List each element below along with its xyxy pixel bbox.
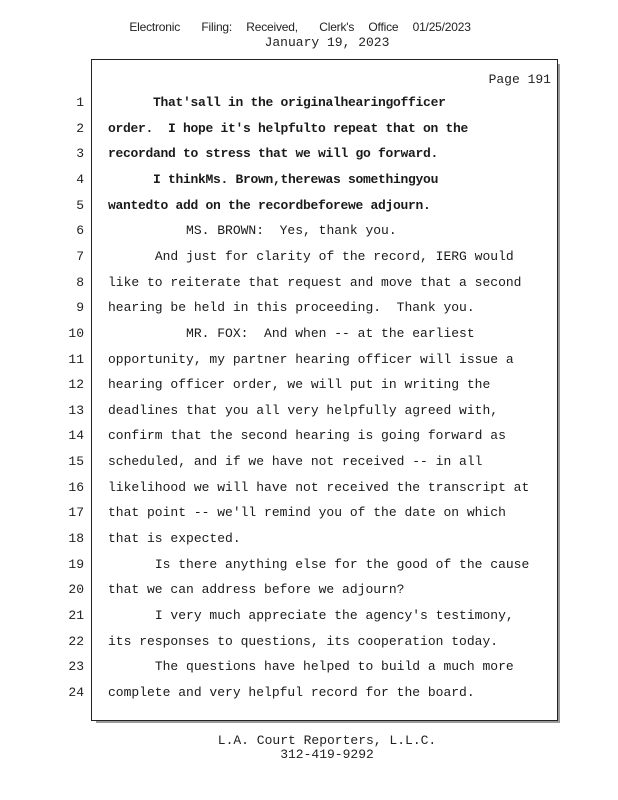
line-content: hearing officer order, we will put in writing the <box>108 377 491 392</box>
line-indent <box>108 557 155 572</box>
line-content: MR. FOX: And when -- at the earliest <box>186 326 475 341</box>
transcript-line <box>108 352 514 367</box>
line-number: 22 <box>68 634 84 649</box>
line-content: its responses to questions, its cooperation today. <box>108 634 499 649</box>
transcript-line <box>108 249 514 264</box>
line-number: 6 <box>76 223 84 238</box>
line-number: 12 <box>68 377 84 392</box>
transcript-line <box>108 531 241 546</box>
line-number: 20 <box>68 582 84 597</box>
reporter-company: L.A. Court Reporters, L.L.C. <box>217 733 437 748</box>
line-content: confirm that the second hearing is going forward as <box>108 428 506 443</box>
line-content: MS. BROWN: Yes, thank you. <box>186 223 397 238</box>
line-number: 17 <box>68 505 84 520</box>
line-indent <box>108 659 155 674</box>
transcript-line <box>108 95 446 110</box>
line-content: order. I hope it's helpfulto repeat that on the <box>108 121 469 136</box>
line-number: 19 <box>68 557 84 572</box>
transcript-line <box>108 454 482 469</box>
filing-stamp: Electronic Filing: Received, Clerk's Office 01/25/2023 <box>129 20 471 34</box>
transcript-line <box>108 480 529 495</box>
transcript-line <box>108 403 498 418</box>
line-number: 18 <box>68 531 84 546</box>
line-content: I very much appreciate the agency's testimony, <box>154 608 514 623</box>
line-content: That'sall in the originalhearingofficer <box>153 95 446 110</box>
line-indent <box>108 608 155 623</box>
line-content: And just for clarity of the record, IERG would <box>154 249 514 264</box>
line-content: I thinkMs. Brown,therewas somethingyou <box>153 172 439 187</box>
line-number: 9 <box>76 300 84 315</box>
line-indent <box>108 223 186 238</box>
transcript-line <box>108 377 490 392</box>
line-number: 15 <box>68 454 84 469</box>
transcript-line <box>108 659 514 674</box>
line-content: that point -- we'll remind you of the date on which <box>108 505 506 520</box>
line-content: likelihood we will have not received the transcript at <box>108 480 530 495</box>
line-number: 10 <box>68 326 84 341</box>
line-number: 23 <box>68 659 84 674</box>
transcript-line <box>108 557 529 572</box>
transcript-line <box>108 121 468 136</box>
transcript-line <box>108 685 475 700</box>
line-number: 7 <box>76 249 84 264</box>
line-indent <box>108 326 186 341</box>
line-content: deadlines that you all very helpfully agreed with, <box>108 403 499 418</box>
transcript-line <box>108 505 506 520</box>
line-content: scheduled, and if we have not received -- in all <box>108 454 483 469</box>
line-content: wantedto add on the recordbeforewe adjourn. <box>108 198 431 213</box>
transcript-line <box>108 634 498 649</box>
line-indent <box>108 249 155 264</box>
line-content: complete and very helpful record for the board. <box>108 685 475 700</box>
line-number: 21 <box>68 608 84 623</box>
line-content: opportunity, my partner hearing officer will issue a <box>108 352 514 367</box>
line-content: The questions have helped to build a much more <box>154 659 514 674</box>
transcript-line <box>108 582 404 597</box>
transcript-line <box>108 172 438 187</box>
line-number: 24 <box>68 685 84 700</box>
line-number: 13 <box>68 403 84 418</box>
line-content: that we can address before we adjourn? <box>108 582 405 597</box>
line-number: 3 <box>76 146 84 161</box>
transcript-date: January 19, 2023 <box>264 35 390 50</box>
page-number: Page 191 <box>488 72 551 87</box>
transcript-line <box>108 300 475 315</box>
transcript-line <box>108 275 521 290</box>
line-content: like to reiterate that request and move that a second <box>108 275 522 290</box>
transcript-line <box>108 146 438 161</box>
transcript-line <box>108 428 506 443</box>
line-number: 1 <box>76 95 84 110</box>
line-content: Is there anything else for the good of the cause <box>154 557 530 572</box>
line-number: 14 <box>68 428 84 443</box>
reporter-phone: 312-419-9292 <box>280 747 374 762</box>
line-number: 8 <box>76 275 84 290</box>
line-number: 11 <box>68 352 84 367</box>
transcript-line <box>108 198 431 213</box>
transcript-line <box>108 223 397 238</box>
line-content: that is expected. <box>108 531 241 546</box>
line-content: hearing be held in this proceeding. Thank you. <box>108 300 475 315</box>
line-number: 5 <box>76 198 84 213</box>
transcript-line <box>108 326 475 341</box>
line-indent <box>108 95 153 110</box>
transcript-line <box>108 608 514 623</box>
line-indent <box>108 172 153 187</box>
line-number: 2 <box>76 121 84 136</box>
line-number: 4 <box>76 172 84 187</box>
line-content: recordand to stress that we will go forward. <box>108 146 439 161</box>
line-number: 16 <box>68 480 84 495</box>
